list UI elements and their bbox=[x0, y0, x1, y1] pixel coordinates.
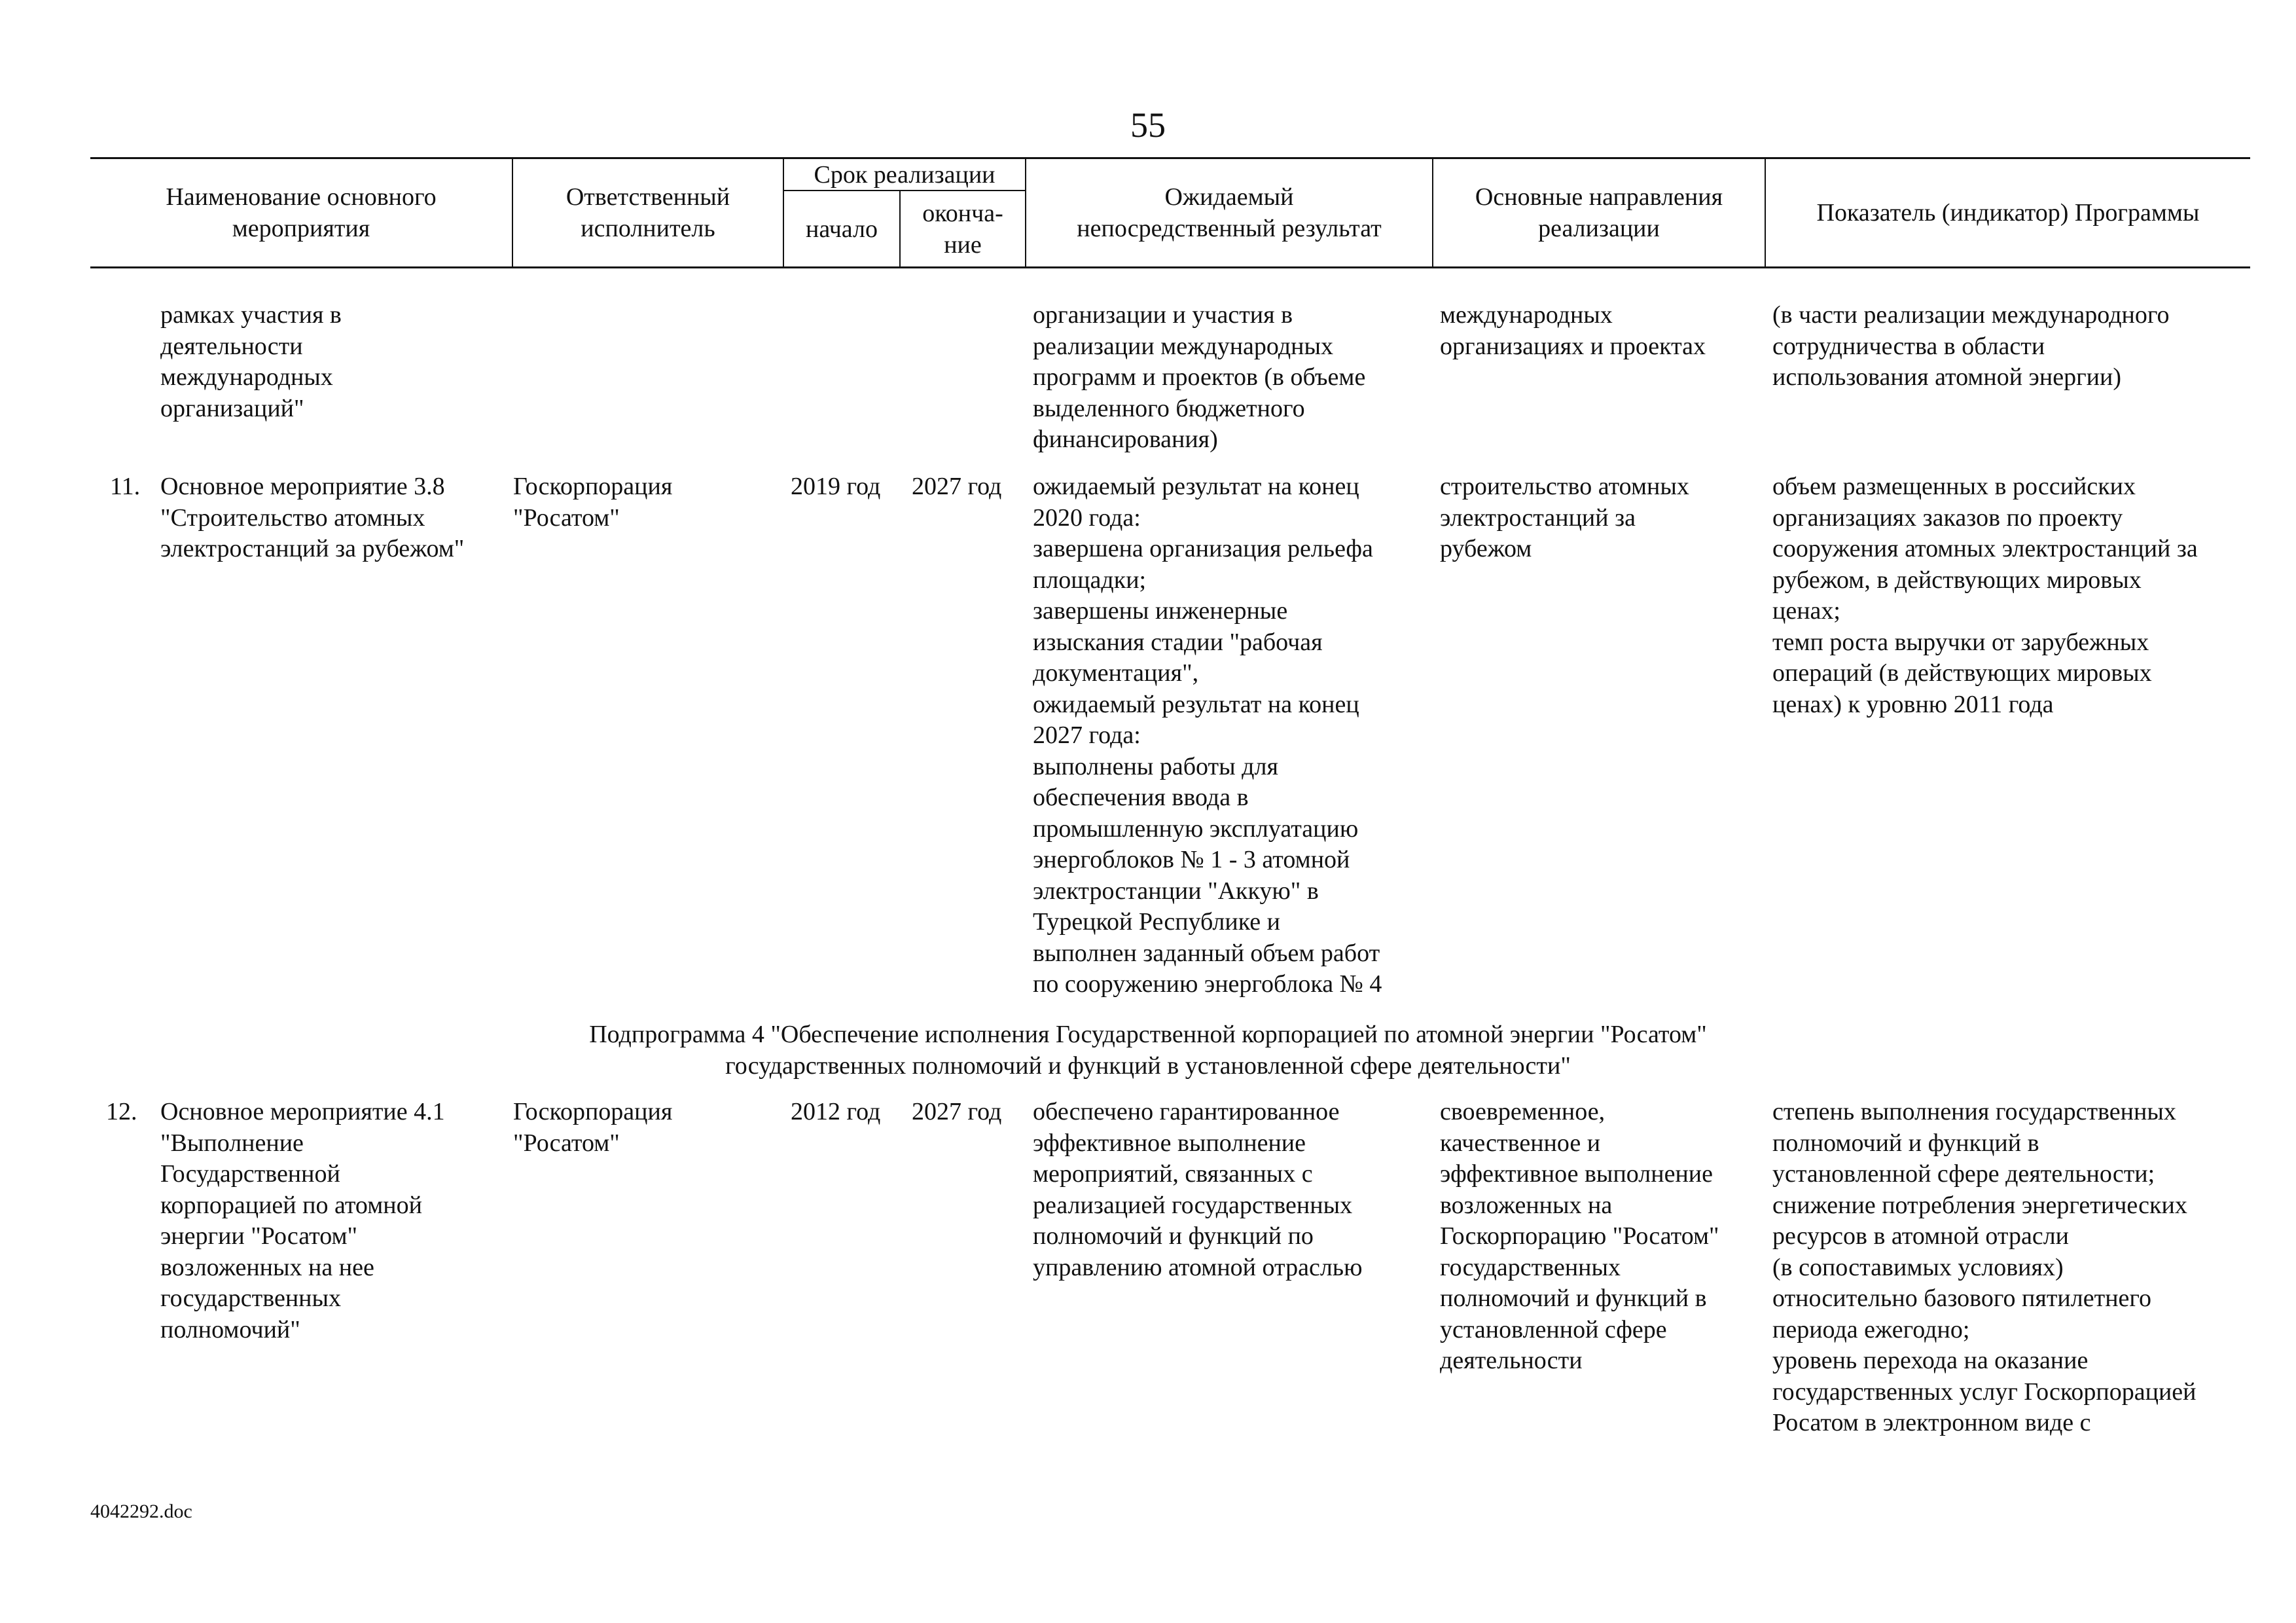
row12-end: 2027 год bbox=[912, 1098, 1002, 1125]
header-start bbox=[784, 191, 899, 266]
row12-directions: своевременное, качественное и эффективное выполнение возложенных на Госкорпорацию "Росатом" государственных полномочий и функций в установленной сфере деятельности bbox=[1440, 1098, 1719, 1374]
header-result-label: Ожидаемый непосредственный результат bbox=[1077, 183, 1382, 242]
page-number: 55 bbox=[1130, 105, 1166, 145]
header-end-label: оконча- ние bbox=[922, 199, 1003, 259]
continued-indicator: (в части реализации международного сотрудничества в области использования атомной энергии) bbox=[1772, 301, 2170, 391]
row12-name: Основное мероприятие 4.1 "Выполнение Государственной корпорацией по атомной энергии "Росатом" возложенных на нее государственных полномочий" bbox=[160, 1098, 445, 1343]
header-end bbox=[901, 191, 1025, 266]
header-period-label: Срок реализации bbox=[814, 160, 996, 189]
header-bottom-rule bbox=[90, 266, 2250, 268]
continued-result: организации и участия в реализации международных программ и проектов (в объеме выделенного бюджетного финансирования) bbox=[1033, 301, 1366, 453]
continued-name: рамках участия в деятельности международных организаций" bbox=[160, 301, 342, 422]
header-directions-label: Основные направления реализации bbox=[1475, 183, 1723, 242]
row11-result: ожидаемый результат на конец 2020 года: завершена организация рельефа площадки; завершены инженерные изыскания стадии "рабочая документация", ожидаемый результат на конец 2027 года: выполнены работы для обеспечения ввода в промышленную эксплуатацию энергоблоков № 1 - 3 атомной электростанции "Аккую" в Турецкой Республике и выполнен заданный объем работ по сооружению энергоблока № 4 bbox=[1033, 473, 1382, 998]
header-result bbox=[1026, 159, 1432, 266]
header-indicator bbox=[1766, 159, 2250, 266]
row11-indicator: объем размещенных в российских организациях заказов по проекту сооружения атомных электростанций за рубежом, в действующих мировых ценах; темп роста выручки от зарубежных операций (в действующих мировых ценах) к уровню 2011 года bbox=[1772, 473, 2198, 718]
row11-name: Основное мероприятие 3.8 "Строительство атомных электростанций за рубежом" bbox=[160, 473, 465, 562]
subprogram-title: Подпрограмма 4 "Обеспечение исполнения Государственной корпорацией по атомной энергии "Росатом" государственных полномочий и функций в установленной сфере деятельности" bbox=[589, 1021, 1707, 1080]
continued-directions: международных организациях и проектах bbox=[1440, 301, 1706, 360]
row12-responsible: Госкорпорация "Росатом" bbox=[513, 1098, 673, 1157]
header-responsible-label: Ответственный исполнитель bbox=[565, 183, 730, 242]
row11-end: 2027 год bbox=[912, 473, 1002, 500]
header-start-label: начало bbox=[806, 215, 878, 243]
header-directions bbox=[1433, 159, 1765, 266]
row12-start: 2012 год bbox=[791, 1098, 881, 1125]
row11-start: 2019 год bbox=[791, 473, 881, 500]
row11-directions: строительство атомных электростанций за рубежом bbox=[1440, 473, 1689, 562]
file-name-footer: 4042292.doc bbox=[90, 1501, 192, 1522]
header-responsible bbox=[513, 159, 783, 266]
row11-responsible: Госкорпорация "Росатом" bbox=[513, 473, 673, 532]
header-period bbox=[784, 159, 1025, 190]
header-name-label: Наименование основного мероприятия bbox=[166, 183, 437, 242]
row12-indicator: степень выполнения государственных полномочий и функций в установленной сфере деятельности; снижение потребления энергетических ресурсов в атомной отрасли (в сопоставимых условиях) относительно базового пятилетнего периода ежегодно; уровень перехода на оказание государственных услуг Госкорпорацией Росатом в электронном виде с bbox=[1772, 1098, 2197, 1436]
header-name bbox=[90, 159, 512, 266]
row12-result: обеспечено гарантированное эффективное выполнение мероприятий, связанных с реализацией государственных полномочий и функций по управлению атомной отраслью bbox=[1033, 1098, 1363, 1281]
header-indicator-label: Показатель (индикатор) Программы bbox=[1816, 199, 2200, 227]
row11-number: 11. bbox=[110, 473, 141, 500]
row12-number: 12. bbox=[106, 1098, 137, 1125]
